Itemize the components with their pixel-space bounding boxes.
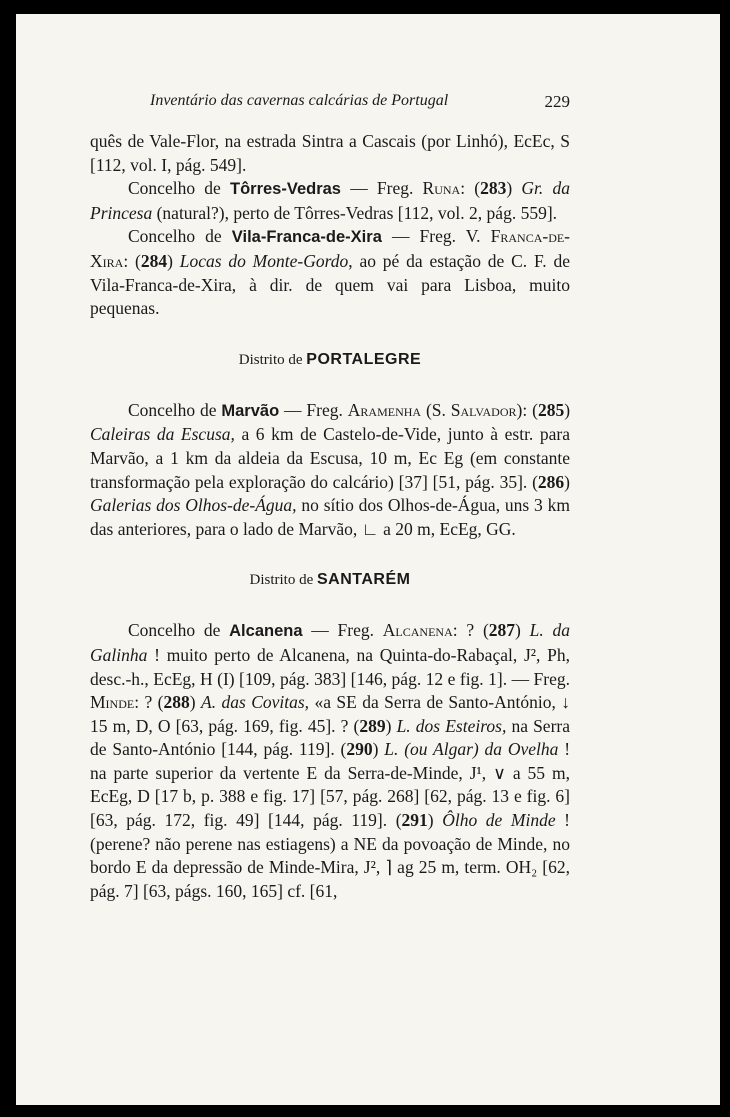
cave-name: Gr. da Princesa (90, 178, 570, 223)
paragraph-marvao: Concelho de Marvão — Freg. Aramenha (S. Salvador): (285) Caleiras da Escusa, a 6 km de Castelo-de-Vide, junto à estr. para Marvão, a 1 km da aldeia da Escusa, 10 m, Ec Eg (em constante transformação pela exploração do calcário) [37] [51, pág. 35]. (286) Galerias dos Olhos-de-Água, no sítio dos Olhos-de-Água, uns 3 km das anteriores, para o lado de Marvão, ∟ a 20 m, EcEg, GG. (90, 399, 571, 539)
scan-border-left (0, 0, 16, 1117)
entry-number: 286 (537, 471, 565, 492)
district-name: PORTALEGRE (306, 350, 422, 368)
page-number: 229 (544, 92, 570, 111)
cave-name: L. dos Esteiros, (396, 715, 507, 736)
cave-name: L. (ou Algar) da Ovelha (384, 739, 559, 760)
cave-name: Galerias dos Olhos-de-Água, (90, 495, 297, 516)
freguesia-name: Aramenha (S. Salvador) (347, 399, 523, 420)
scan-border-top (0, 0, 730, 14)
paragraph-continuation: quês de Vale-Flor, na estrada Sintra a Cascais (por Linhó), EcEc, S [112, vol. I, pág. 549]. (90, 131, 570, 175)
entry-number: 291 (401, 810, 428, 831)
entry-number: 287 (488, 620, 516, 641)
cave-name: L. da Galinha (90, 620, 571, 665)
cave-name: Caleiras da Escusa, (90, 424, 235, 445)
concelho-name: Tôrres-Vedras (230, 180, 341, 199)
concelho-name: Alcanena (229, 622, 303, 641)
paragraph-alcanena: Concelho de Alcanena — Freg. Alcanena: ? (287) L. da Galinha ! muito perto de Alcanena, na Quinta-do-Rabaçal, J², Ph, desc.-h., EcEg, H (I) [109, pág. 383] [146, pág. 12 e fig. 1]. — Freg. Minde: ? (288) A. das Covitas, «a SE da Serra de Santo-António, ↓ 15 m, D, O [63, pág. 169, fig. 45]. ? (289) L. dos Esteiros, na Serra de Santo-António [144, pág. 119]. (290) L. (ou Algar) da Ovelha ! na parte superior da vertente E da Serra-de-Minde, J¹, ∨ a 55 m, EcEg, D [17 b, p. 388 e fig. 17] [57, pág. 268] [62, pág. 13 e fig. 6] [63, pág. 172, fig. 49] [144, pág. 119]. (291) Ôlho de Minde ! (perene? não perene nas estiagens) a NE da povoação de Minde, no bordo E da depressão de Minde-Mira, J², ⌉ ag 25 m, term. OH₂ [62, pág. 7] [63, págs. 160, 165] cf. [61, (90, 620, 571, 901)
running-title: Inventário das cavernas calcárias de Portugal (150, 92, 449, 109)
cave-name: A. das Covitas, (201, 692, 310, 713)
district-name: SANTARÉM (317, 571, 411, 589)
cave-name: Locas do Monte-Gordo (179, 250, 349, 271)
scan-border-bottom (0, 1105, 730, 1117)
freguesia-name: Alcanena (382, 620, 453, 641)
entry-number: 289 (359, 715, 386, 736)
paragraph-vila-franca: Concelho de Vila-Franca-de-Xira — Freg. V. Franca-de-Xira: (284) Locas do Monte-Gordo, ao pé da estação de C. F. de Vila-Franca-de-Xira, à dir. de quem vai para Lisboa, muito pequenas. (90, 226, 571, 319)
district-heading-santarem: Distrito de SANTARÉM (249, 571, 411, 589)
entry-number: 288 (163, 692, 190, 713)
running-head (90, 86, 570, 116)
concelho-name: Marvão (221, 401, 280, 420)
freguesia-name: Franca-de-Xira (90, 226, 571, 271)
freguesia-name: Minde (90, 692, 135, 713)
entry-number: 284 (140, 250, 168, 271)
cave-name: Ôlho de Minde (442, 810, 556, 831)
entry-number: 283 (480, 178, 507, 199)
book-page (90, 86, 570, 903)
scan-border-right (720, 0, 730, 1117)
district-heading-portalegre: Distrito de PORTALEGRE (238, 350, 422, 368)
freguesia-name: Runa (422, 178, 461, 199)
paragraph-torres-vedras: Concelho de Tôrres-Vedras — Freg. Runa: (283) Gr. da Princesa (natural?), perto de Tôrres-Vedras [112, vol. 2, pág. 559]. (90, 178, 570, 223)
entry-number: 290 (346, 739, 373, 760)
entry-number: 285 (537, 399, 565, 420)
concelho-name: Vila-Franca-de-Xira (231, 228, 382, 247)
